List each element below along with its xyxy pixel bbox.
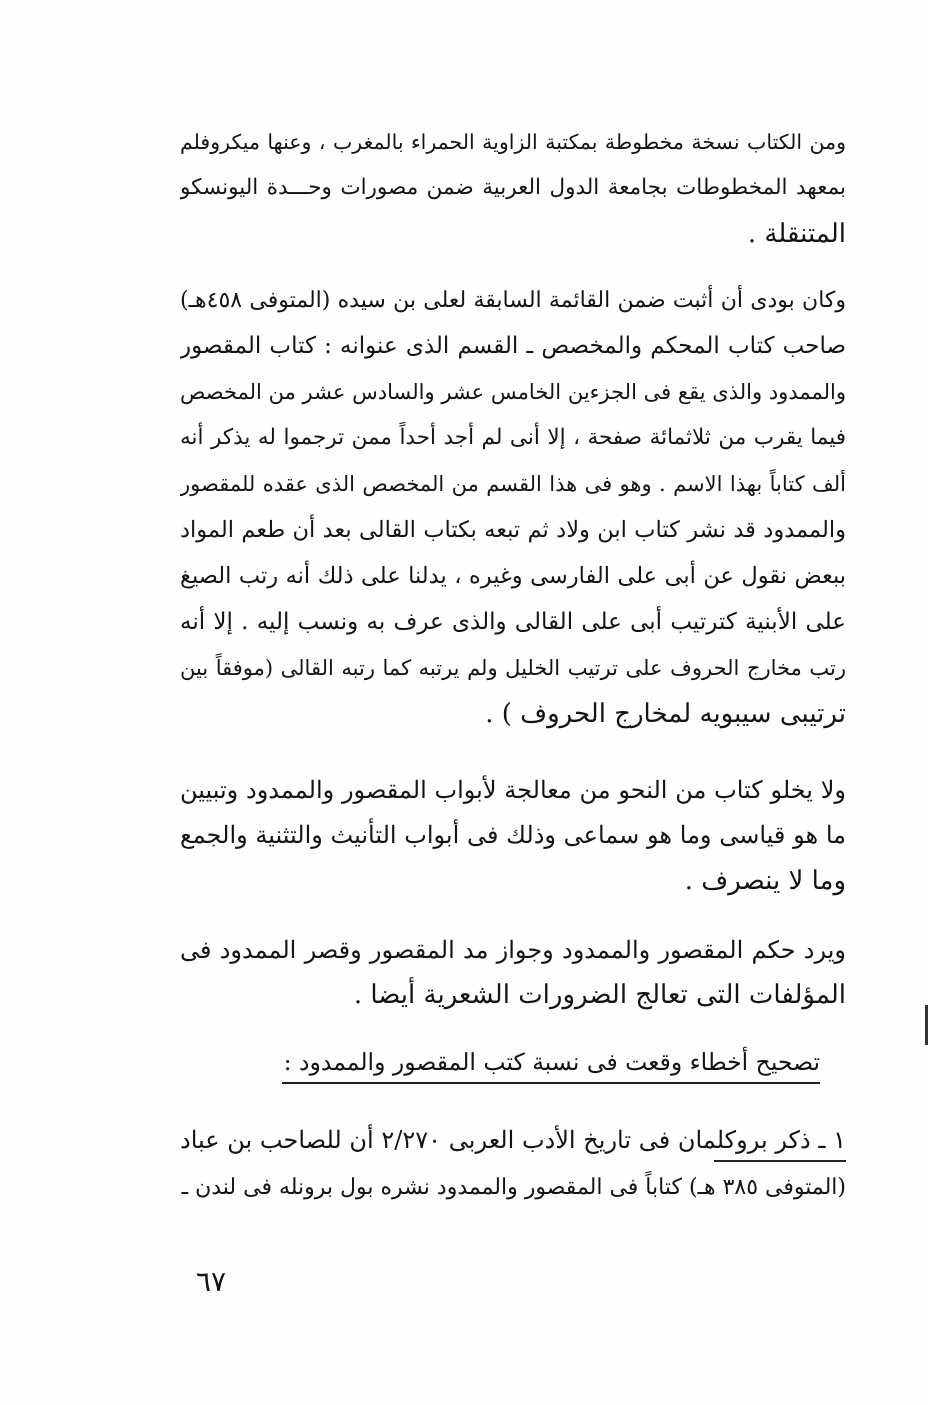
paragraph-2-line-5: ألف كتاباً بهذا الاسم . وهو فى هذا القسم من المخصص الذى عقده للمقصور [180,472,846,496]
paragraph-2-line-1: وكان بودى أن أثبت ضمن القائمة السابقة لعلى بن سيده (المتوفى ٤٥٨هـ) [180,288,846,313]
paragraph-2-line-4: فيما يقرب من ثلاثمائة صفحة ، إلا أنى لم أجد أحداً ممن ترجموا له يذكر أنه [180,425,846,450]
page-number: ٦٧ [196,1265,227,1298]
paragraph-2-line-10: ترتيبى سيبويه لمخارج الحروف ) . [485,699,846,729]
paragraph-2-line-8: على الأبنية كترتيب أبى على القالى والذى عرف به ونسب إليه . إلا أنه [180,609,846,635]
heading-underline [282,1082,820,1084]
footnote-line-1: ١ ـ ذكر بروكلمان فى تاريخ الأدب العربى ٢/٢٧٠ أن للصاحب بن عباد [180,1126,846,1154]
paragraph-2-line-2: صاحب كتاب المحكم والمخصص ـ القسم الذى عنوانه : كتاب المقصور [180,333,846,359]
paragraph-1-line-1: ومن الكتاب نسخة مخطوطة بمكتبة الزاوية الحمراء بالمغرب ، وعنها ميكروفلم [180,130,846,154]
footnote-line-2: (المتوفى ٣٨٥ هـ) كتاباً فى المقصور والممدود نشره بول برونله فى لندن ـ [181,1175,846,1200]
paragraph-2-line-3: والممدود والذى يقع فى الجزءين الخامس عشر والسادس عشر من المخصص [180,380,846,404]
paragraph-4-line-1: ويرد حكم المقصور والممدود وجواز مد المقصور وقصر الممدود فى [180,936,846,964]
section-heading: تصحيح أخطاء وقعت فى نسبة كتب المقصور والممدود : [283,1048,820,1076]
paragraph-3-line-2: ما هو قياسى وما هو سماعى وذلك فى أبواب التأنيث والتثنية والجمع [180,821,846,849]
footnote-underline [714,1160,846,1162]
paragraph-3-line-1: ولا يخلو كتاب من النحو من معالجة لأبواب المقصور والممدود وتبيين [180,776,846,804]
paragraph-1-line-3: المتنقلة . [747,219,846,249]
paragraph-2-line-7: ببعض نقول عن أبى على الفارسى وغيره ، يدلنا على ذلك أنه رتب الصيغ [180,563,846,589]
paragraph-1-line-2: بمعهد المخطوطات بجامعة الدول العربية ضمن مصورات وحـــدة اليونسكو [180,175,846,200]
paragraph-2-line-9: رتب مخارج الحروف على ترتيب الخليل ولم يرتبه كما رتبه القالى (موفقاً بين [180,656,846,680]
paragraph-3-line-3: وما لا ينصرف . [684,866,846,896]
paragraph-2-line-6: والممدود قد نشر كتاب ابن ولاد ثم تبعه بكتاب القالى بعد أن طعم المواد [180,517,846,543]
paragraph-4-line-2: المؤلفات التى تعالج الضرورات الشعرية أيضا . [353,980,846,1010]
